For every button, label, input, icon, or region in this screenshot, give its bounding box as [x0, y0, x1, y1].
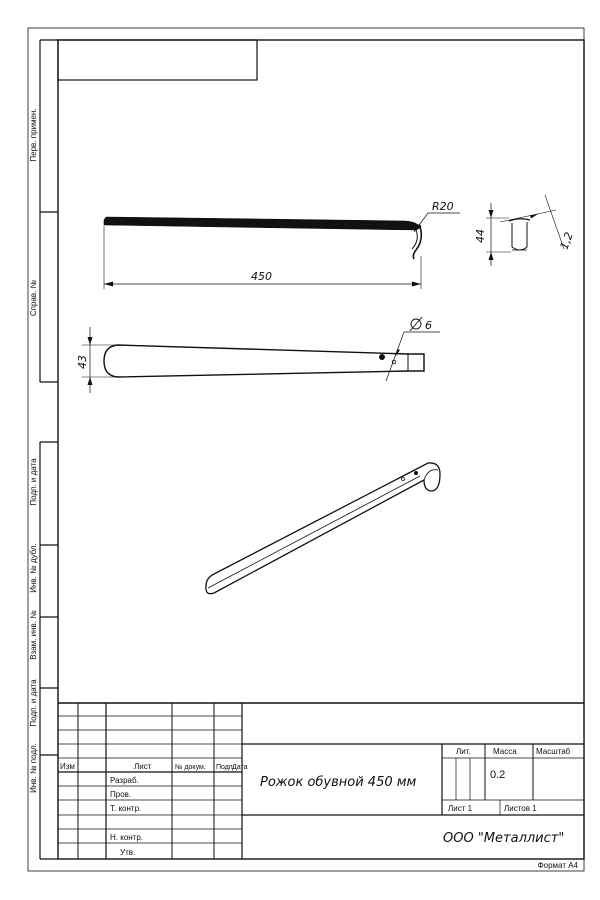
- format-label: Формат А4: [537, 861, 578, 870]
- tb-sheet: Лист 1: [448, 804, 473, 813]
- side-view: [104, 213, 460, 289]
- tb-n-kontr: Н. контр.: [110, 833, 144, 842]
- tb-n-dokum: № докум.: [175, 764, 206, 771]
- tb-massa-value: 0.2: [490, 769, 506, 781]
- isometric-view: [206, 463, 440, 594]
- hole-mark: [379, 354, 385, 360]
- tb-data: Дата: [232, 764, 248, 771]
- organization-name: ООО "Металлист": [443, 831, 565, 846]
- drawing-frame: [58, 40, 584, 859]
- tb-podp: Подп.: [216, 764, 235, 771]
- tb-list: Лист: [134, 762, 152, 771]
- label-podp-data-1: Подп. и дата: [29, 458, 38, 506]
- side-strip-upper: [40, 40, 58, 382]
- tb-razrab: Разраб.: [110, 776, 139, 785]
- label-vzam-inv: Взам. инв. №: [29, 610, 38, 660]
- end-view: [486, 195, 564, 266]
- tb-utv: Утв.: [120, 848, 136, 857]
- tb-lit: Лит.: [456, 747, 471, 756]
- top-view: [82, 317, 440, 393]
- dim-hole: 6: [425, 319, 432, 332]
- label-inv-dubl: Инв. № дубл.: [29, 543, 38, 593]
- side-strip-lower: [40, 442, 58, 859]
- top-corner-box: [58, 40, 257, 80]
- tb-masshtab: Масштаб: [536, 747, 571, 756]
- dim-thickness: 1,2: [557, 230, 576, 252]
- dim-width: 43: [76, 355, 89, 369]
- label-inv-podl: Инв. № подл.: [29, 743, 38, 793]
- tb-izm: Изм: [60, 762, 75, 771]
- label-perv-primen: Перв. примен.: [29, 108, 38, 162]
- dim-height-side: 44: [474, 229, 487, 243]
- tb-t-kontr: Т. контр.: [110, 804, 142, 813]
- drawing-title: Рожок обувной 450 мм: [260, 775, 417, 790]
- tb-sheets: Листов 1: [504, 804, 537, 813]
- label-sprav-no: Справ. №: [29, 279, 38, 317]
- label-podp-data-2: Подп. и дата: [29, 679, 38, 727]
- dim-radius: R20: [432, 200, 454, 213]
- tb-prov: Пров.: [110, 790, 132, 799]
- tb-massa: Масса: [493, 747, 517, 756]
- dim-length: 450: [251, 270, 272, 283]
